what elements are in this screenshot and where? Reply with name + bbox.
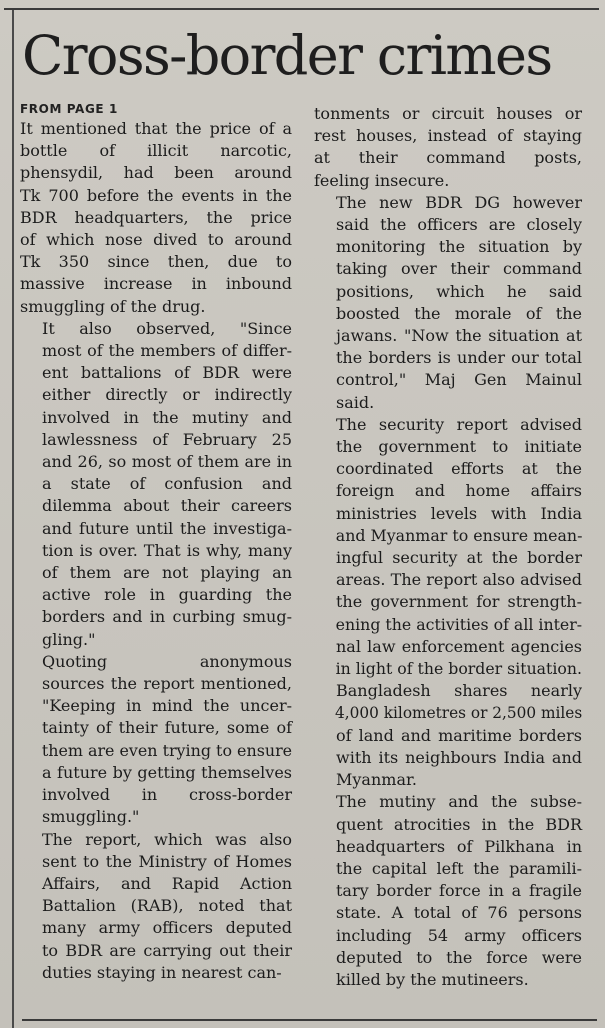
text-line: and 26, so most of them are in	[42, 452, 292, 472]
text-line: most of the members of differ-	[42, 341, 292, 361]
text-line: ening the activities of all inter-	[335, 614, 583, 634]
text-line: Myanmar.	[336, 770, 417, 790]
text-line: smuggling of the drug.	[20, 296, 206, 316]
text-line: It mentioned that the price of a	[20, 119, 292, 138]
text-line: and future until the investiga-	[42, 518, 292, 538]
text-line: massive increase in inbound	[20, 274, 292, 294]
text-line: headquarters of Pilkhana in	[336, 836, 582, 856]
paragraph	[314, 791, 582, 991]
text-line: a state of confusion and	[42, 474, 292, 494]
text-line: rest houses, instead of staying	[314, 126, 582, 146]
text-line: them are even trying to ensure	[41, 740, 293, 760]
text-line: jawans. "Now the situation at	[336, 326, 582, 346]
text-line: monitoring the situation by	[336, 237, 582, 257]
paragraph	[314, 680, 582, 791]
text-line: involved in cross-border	[42, 785, 292, 805]
left-column-body	[20, 118, 292, 984]
paragraph	[20, 651, 292, 829]
text-line: positions, which he said	[336, 281, 582, 301]
text-line: coordinated efforts at the	[336, 459, 582, 479]
text-line: including 54 army officers	[336, 925, 582, 945]
text-line: many army officers deputed	[42, 918, 292, 938]
text-line: ingful security at the border	[336, 548, 582, 568]
paragraph	[20, 118, 292, 318]
text-line: quent atrocities in the BDR	[336, 814, 582, 834]
text-line: to BDR are carrying out their	[42, 940, 292, 960]
text-line: the borders is under our total	[336, 348, 582, 368]
text-line: boosted the morale of the	[336, 303, 582, 323]
text-line: tainty of their future, some of	[42, 718, 292, 738]
text-line: phensydil, had been around	[20, 163, 292, 183]
text-line: It also observed, "Since	[42, 318, 292, 338]
text-line: The security report advised	[336, 414, 582, 434]
paragraph	[314, 103, 582, 192]
text-line: BDR headquarters, the price	[20, 207, 292, 227]
text-line: Affairs, and Rapid Action	[42, 873, 292, 893]
text-line: in light of the border situation.	[335, 659, 582, 679]
text-line: and Myanmar to ensure mean-	[335, 525, 583, 545]
text-line: at their command posts,	[314, 148, 582, 168]
text-line: with its neighbours India and	[336, 747, 582, 767]
text-line: either directly or indirectly	[42, 385, 292, 405]
text-line: the capital left the paramili-	[336, 858, 582, 878]
paragraph	[20, 829, 292, 984]
text-line: duties staying in nearest can-	[42, 962, 282, 982]
left-column-rule	[12, 10, 14, 1028]
text-line: of which nose dived to around	[20, 230, 292, 250]
article-column-right	[314, 103, 582, 991]
text-line: taking over their command	[336, 259, 582, 279]
paragraph	[314, 192, 582, 414]
text-line: "Keeping in mind the uncer-	[42, 696, 292, 716]
text-line: tion is over. That is why, many	[42, 540, 292, 560]
text-line: the government to initiate	[336, 437, 582, 457]
text-line: gling."	[42, 629, 96, 649]
paragraph	[20, 318, 292, 651]
text-line: state. A total of 76 persons	[336, 903, 582, 923]
text-line: The mutiny and the subse-	[336, 792, 582, 812]
text-line: bottle of illicit narcotic,	[20, 141, 292, 161]
text-line: areas. The report also advised	[336, 570, 582, 590]
paragraph	[314, 414, 582, 680]
text-line: active role in guarding the	[42, 585, 292, 605]
text-line: nal law enforcement agencies	[336, 636, 582, 656]
headline: Cross-border crimes	[22, 24, 552, 87]
right-column-body	[314, 103, 582, 991]
text-line: The new BDR DG however	[336, 192, 582, 212]
text-line: Tk 350 since then, due to	[20, 252, 292, 272]
text-line: tary border force in a fragile	[336, 881, 582, 901]
kicker-from-page: FROM PAGE 1	[20, 102, 118, 116]
text-line: sources the report mentioned,	[42, 674, 292, 694]
text-line: feeling insecure.	[314, 170, 450, 190]
text-line: Quoting anonymous	[42, 651, 292, 671]
text-line: ministries levels with India	[336, 503, 582, 523]
article-column-left	[20, 98, 292, 984]
text-line: smuggling."	[42, 807, 140, 827]
text-line: foreign and home affairs	[336, 481, 582, 501]
text-line: involved in the mutiny and	[42, 407, 292, 427]
text-line: 4,000 kilometres or 2,500 miles	[335, 703, 583, 723]
text-line: control," Maj Gen Mainul	[336, 370, 582, 390]
text-line: Bangladesh shares nearly	[336, 681, 582, 701]
text-line: said the officers are closely	[336, 215, 582, 235]
text-line: the government for strength-	[336, 592, 582, 612]
text-line: of land and maritime borders	[336, 725, 582, 745]
bottom-rule	[22, 1019, 597, 1021]
top-rule	[4, 8, 599, 10]
text-line: a future by getting themselves	[42, 762, 292, 782]
text-line: tonments or circuit houses or	[314, 104, 582, 123]
text-line: lawlessness of February 25	[42, 429, 292, 449]
text-line: sent to the Ministry of Homes	[42, 851, 292, 871]
text-line: ent battalions of BDR were	[42, 363, 292, 383]
text-line: Tk 700 before the events in the	[20, 185, 292, 205]
text-line: Battalion (RAB), noted that	[42, 896, 292, 916]
text-line: dilemma about their careers	[42, 496, 292, 516]
text-line: said.	[336, 392, 375, 412]
text-line: borders and in curbing smug-	[42, 607, 292, 627]
text-line: The report, which was also	[42, 829, 292, 849]
text-line: deputed to the force were	[336, 947, 582, 967]
text-line: of them are not playing an	[42, 563, 292, 583]
text-line: killed by the mutineers.	[336, 969, 529, 989]
